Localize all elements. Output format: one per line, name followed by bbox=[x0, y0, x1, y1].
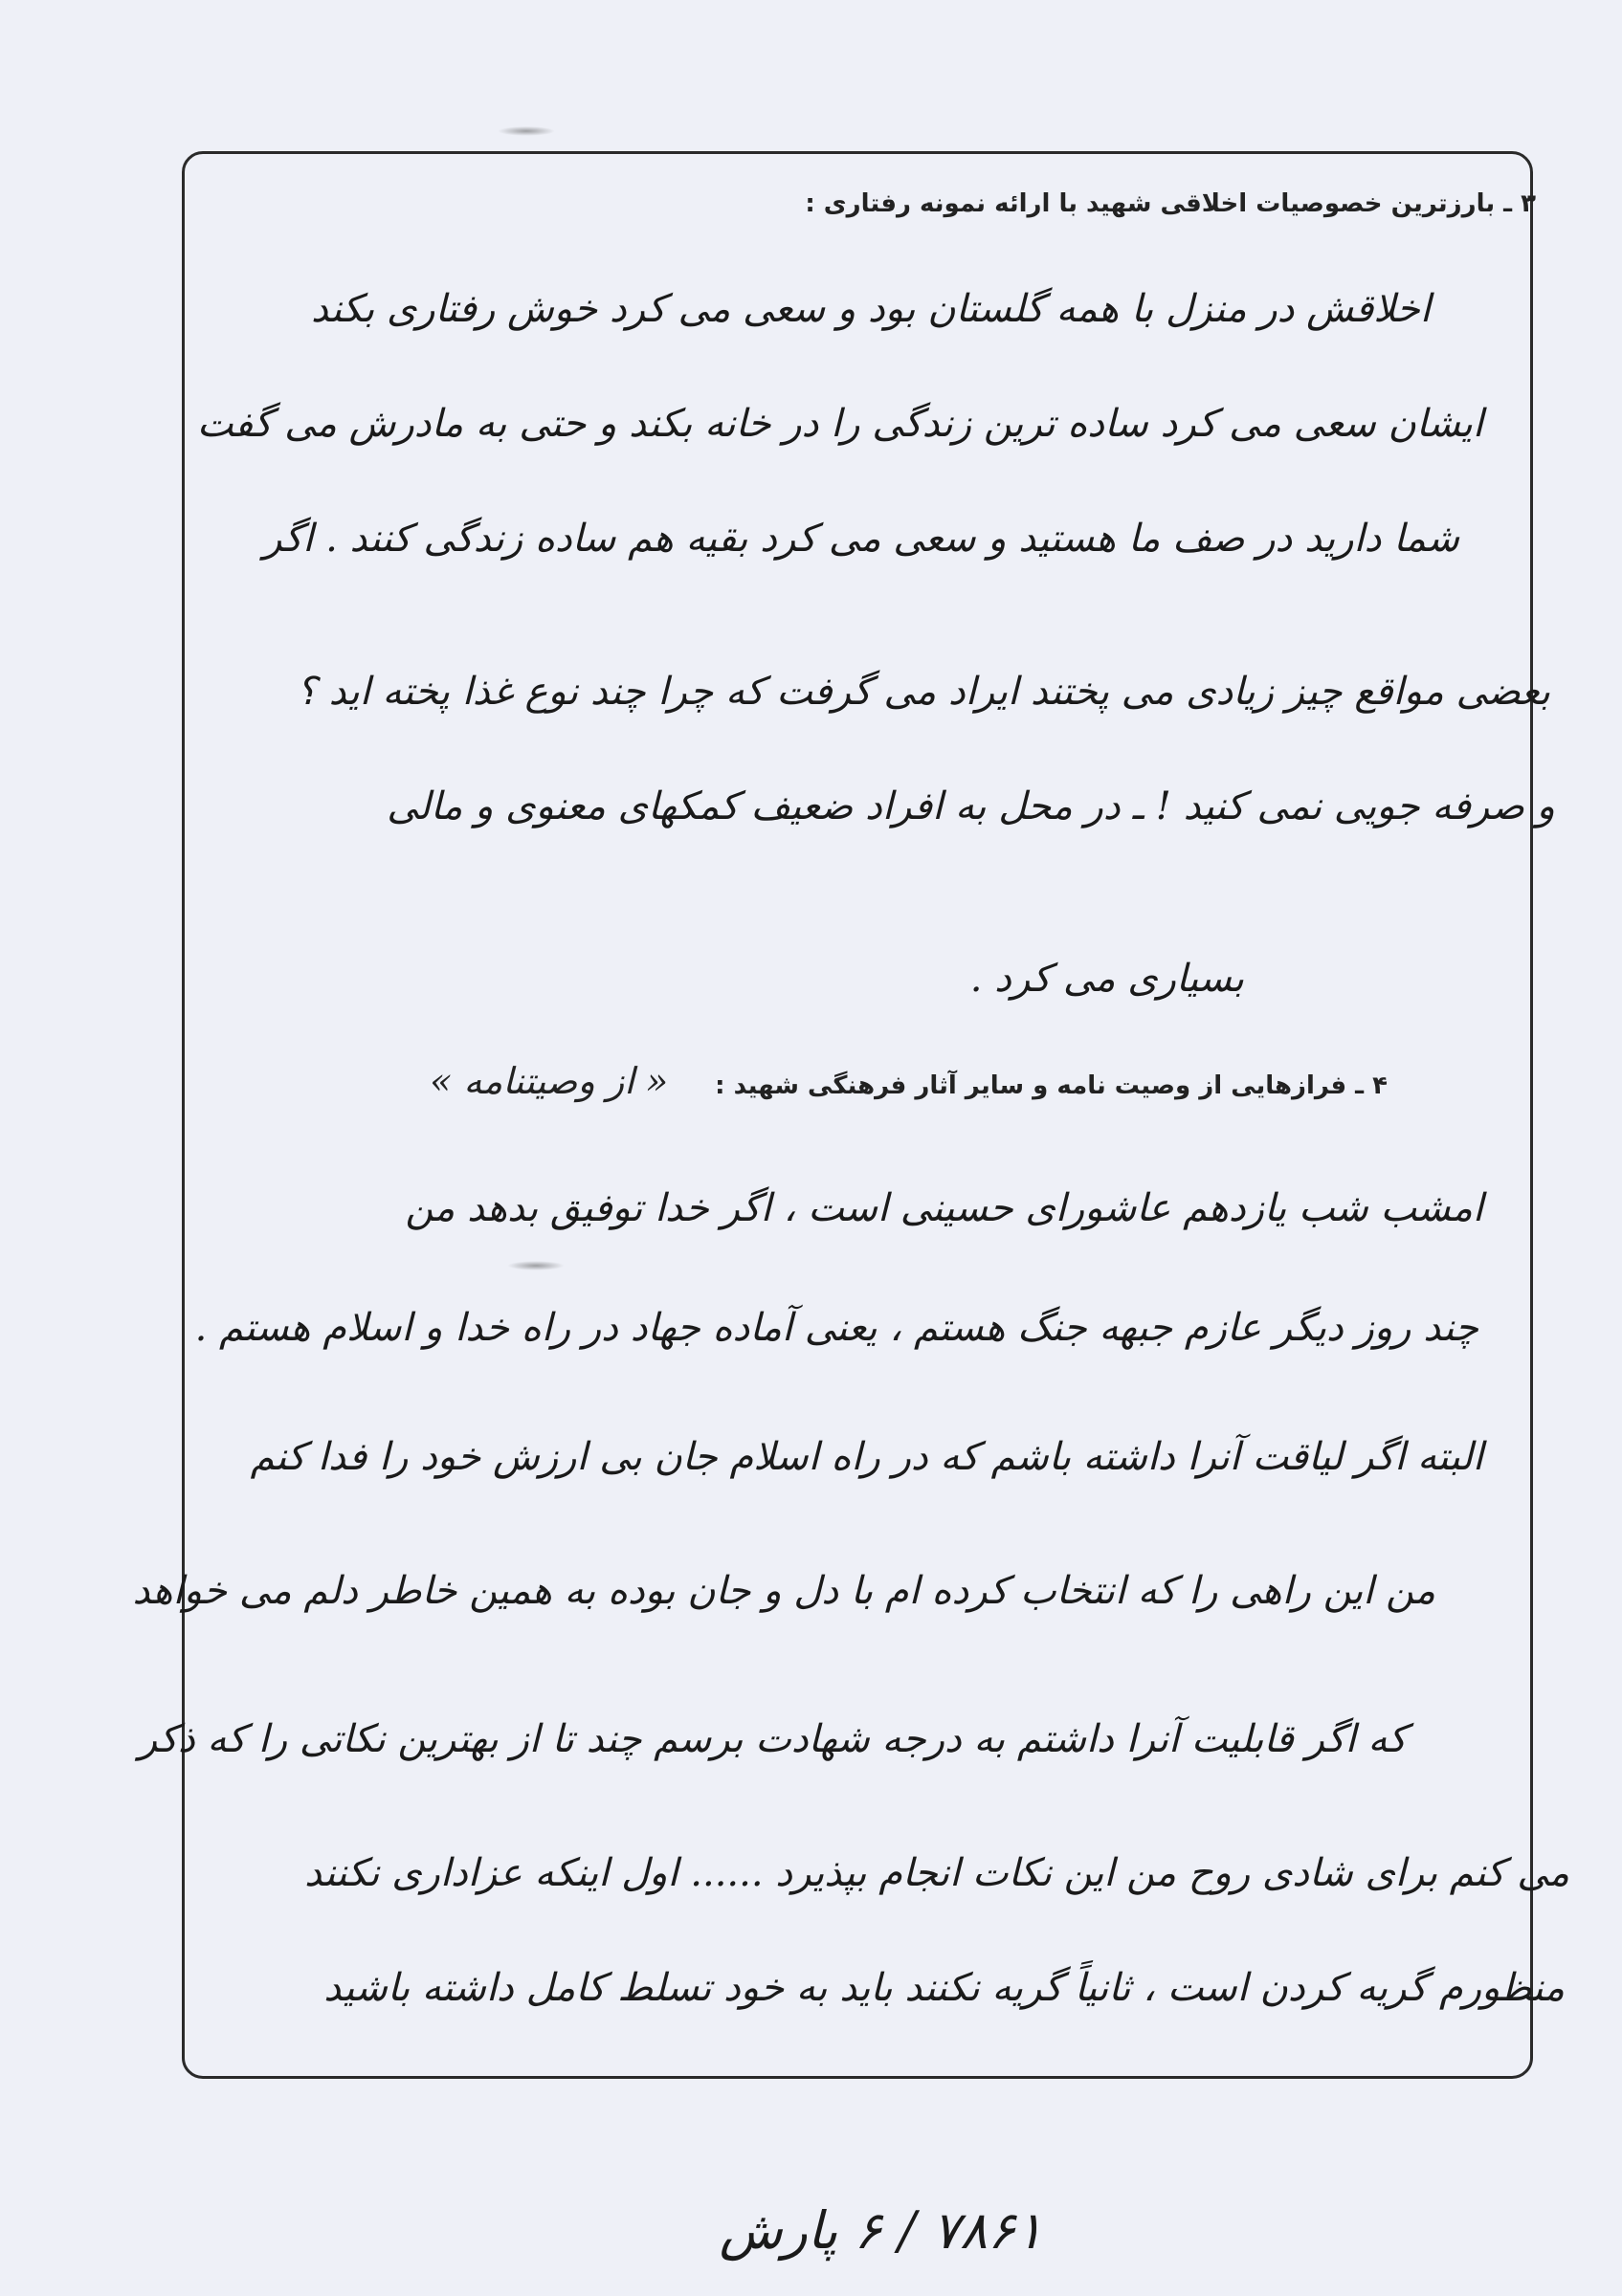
section4-heading-text: ۴ ـ فرازهایی از وصیت نامه و سایر آثار فرهنگی شهید : bbox=[715, 1071, 1388, 1100]
section4-line-7: منظورم گریه کردن است ، ثانیاً گریه نکنند باید به خود تسلط کامل داشته باشید bbox=[323, 1966, 1565, 2010]
section4-quote-title: « از وصیتنامه » bbox=[430, 1060, 669, 1102]
section4-line-1: امشب شب یازدهم عاشورای حسینی است ، اگر خدا توفیق بدهد من bbox=[405, 1186, 1483, 1230]
section4-heading bbox=[430, 1060, 1388, 1102]
section4-line-3: البته اگر لیاقت آنرا داشته باشم که در راه اسلام جان بی ارزش خود را فدا کنم bbox=[250, 1435, 1483, 1479]
section4-line-4: من این راهی را که انتخاب کرده ام با دل و جان بوده به همین خاطر دلم می خواهد bbox=[132, 1569, 1435, 1613]
section3-heading: ۳ ـ بارزترین خصوصیات اخلاقی شهید با ارائه نمونه رفتاری : bbox=[805, 189, 1536, 218]
section3-line-6: بسیاری می کرد . bbox=[969, 957, 1244, 1001]
section4-line-6: می کنم برای شادی روح من این نکات انجام بپذیرد ...... اول اینکه عزاداری نکنند bbox=[304, 1851, 1569, 1895]
section3-line-4: بعضی مواقع چیز زیادی می پختند ایراد می گرفت که چرا چند نوع غذا پخته اید ؟ bbox=[296, 670, 1550, 714]
section3-line-3: شما دارید در صف ما هستید و سعی می کرد بقیه هم ساده زندگی کنند . اگر bbox=[263, 517, 1459, 561]
section3-line-1: اخلاقش در منزل با همه گلستان بود و سعی می کرد خوش رفتاری بکند bbox=[310, 287, 1431, 331]
section4-line-5: که اگر قابلیت آنرا داشتم به درجه شهادت برسم چند تا از بهترین نکاتی را که ذکر bbox=[138, 1717, 1407, 1761]
section4-line-2: چند روز دیگر عازم جبهه جنگ هستم ، یعنی آماده جهاد در راه خدا و اسلام هستم . bbox=[194, 1306, 1478, 1350]
archive-number: ۷۸۶۱ / ۶ پارش bbox=[719, 2200, 1043, 2261]
scan-mark-top bbox=[498, 126, 555, 136]
section3-line-5: و صرفه جویی نمی کنید ! ـ در محل به افراد ضعیف کمکهای معنوی و مالی bbox=[387, 784, 1555, 828]
section3-line-2: ایشان سعی می کرد ساده ترین زندگی را در خانه بکند و حتی به مادرش می گفت bbox=[196, 402, 1483, 446]
